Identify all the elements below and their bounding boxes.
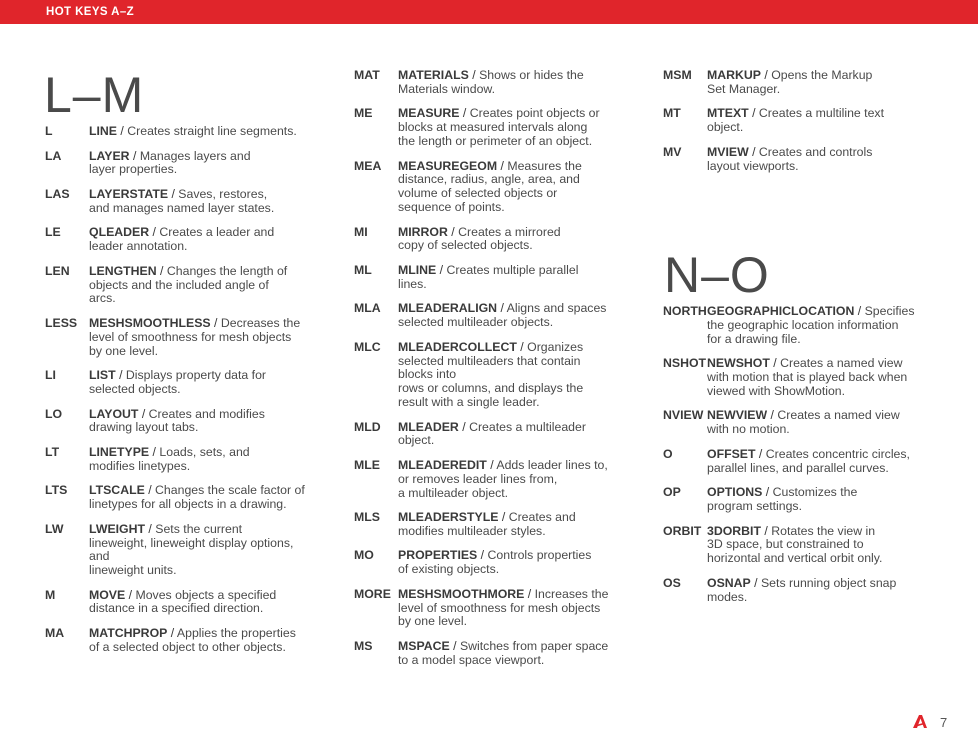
command-description: Creates and modifies multileader styles. [398, 510, 576, 538]
command-description: Creates a named view with motion that is played back when viewed with ShowMotion. [707, 356, 908, 398]
hotkey-description-block [707, 486, 943, 514]
command-name: MLINE [398, 262, 437, 277]
separator: / [760, 68, 772, 82]
hotkey-abbreviation: MV [663, 144, 682, 159]
separator: / [167, 626, 177, 641]
command-name: LENGTHEN [89, 263, 157, 278]
command-description: Creates a multiline text object. [707, 106, 884, 135]
separator: / [762, 485, 773, 500]
command-description: Shows or hides the Materials window. [398, 68, 584, 96]
separator: / [117, 124, 128, 138]
hotkey-abbreviation: NVIEW [663, 408, 704, 423]
command-name: MEASURE [398, 106, 460, 121]
separator: / [477, 548, 488, 563]
command-name: 3DORBIT [707, 523, 761, 538]
command-name: LINE [89, 124, 118, 138]
hotkey-entry [354, 511, 634, 539]
hotkey-entry [354, 421, 634, 449]
hotkey-description-block [89, 408, 325, 436]
command-description: Moves objects a specified distance in a specified direction. [89, 587, 277, 616]
hotkey-description-block [89, 226, 325, 254]
hotkey-entry [663, 448, 943, 476]
command-description: Aligns and spaces selected multileader objects. [398, 301, 607, 330]
separator: / [486, 457, 497, 472]
hotkey-abbreviation: MT [663, 106, 681, 121]
hotkey-entry [663, 146, 943, 174]
hotkey-entry [354, 69, 634, 97]
separator: / [769, 356, 781, 371]
hotkey-description-block [89, 125, 325, 139]
hotkey-abbreviation: MLS [354, 510, 380, 525]
hotkey-abbreviation: LT [45, 444, 60, 459]
hotkey-entry [45, 188, 325, 216]
command-description: Applies the properties of a selected object to other objects. [89, 626, 296, 654]
hotkey-abbreviation: MS [354, 639, 373, 654]
hotkey-description-block [398, 69, 634, 97]
separator: / [748, 144, 759, 159]
hotkey-description-block [398, 421, 634, 449]
command-name: LIST [89, 368, 116, 383]
separator: / [125, 587, 136, 602]
command-description: Creates point objects or blocks at measured intervals along the length or perimeter of an object. [398, 106, 600, 148]
hotkey-entry [45, 265, 325, 306]
command-name: MESHSMOOTHLESS [89, 315, 211, 330]
hotkey-abbreviation: MLA [354, 301, 381, 316]
hotkey-abbreviation: L [45, 124, 53, 138]
hotkey-entry [663, 486, 943, 514]
hotkey-description-block [398, 459, 634, 500]
hotkey-abbreviation: ME [354, 106, 373, 121]
hotkey-description-block [707, 305, 943, 346]
separator: / [149, 225, 160, 240]
hotkey-description-block [398, 640, 634, 668]
hotkey-description-block [398, 511, 634, 539]
command-description: Creates multiple parallel lines. [398, 262, 579, 291]
hotkey-description-block [398, 107, 634, 148]
command-name: MLEADERSTYLE [398, 510, 499, 525]
command-name: MESHSMOOTHMORE [398, 586, 525, 601]
hotkey-entry [354, 459, 634, 500]
hotkey-entry [354, 160, 634, 215]
hotkey-description-block [89, 369, 325, 397]
hotkey-description-block [89, 484, 325, 512]
command-description: Creates straight line segments. [127, 124, 297, 138]
hotkey-abbreviation: LE [45, 225, 61, 240]
hotkey-description-block [707, 525, 943, 566]
hotkey-description-block [398, 549, 634, 577]
separator: / [498, 510, 509, 525]
hotkey-abbreviation: ORBIT [663, 523, 702, 538]
hotkey-abbreviation: MAT [354, 68, 380, 82]
separator: / [760, 523, 772, 538]
hotkey-description-block [707, 409, 943, 437]
hotkey-entry [354, 107, 634, 148]
command-description: Manages layers and layer properties. [89, 148, 251, 177]
hotkey-description-block [707, 577, 943, 605]
separator: / [755, 446, 766, 461]
separator: / [516, 339, 528, 354]
hotkey-abbreviation: MLC [354, 339, 381, 354]
section-title-n-o: N–O [664, 247, 770, 303]
command-description: Increases the level of smoothness for mesh objects by one level. [398, 586, 609, 629]
hotkey-description-block [398, 226, 634, 254]
separator: / [458, 419, 470, 434]
hotkey-description-block [398, 302, 634, 330]
hotkey-description-block [89, 627, 325, 655]
separator: / [524, 586, 535, 601]
hotkey-entry [45, 484, 325, 512]
command-name: LWEIGHT [89, 521, 146, 536]
hotkey-abbreviation: LEN [45, 263, 70, 278]
hotkey-abbreviation: LI [45, 368, 56, 383]
command-name: MOVE [89, 587, 126, 602]
hotkey-entry [354, 264, 634, 292]
hotkey-entry [45, 369, 325, 397]
separator: / [115, 368, 126, 383]
command-description: Decreases the level of smoothness for mesh objects by one level. [89, 315, 301, 358]
hotkey-description-block [89, 150, 325, 178]
command-name: MLEADER [398, 419, 459, 434]
section-title-l-m: L–M [44, 67, 145, 123]
hotkey-entry [354, 341, 634, 410]
separator: / [854, 304, 865, 318]
hotkey-abbreviation: MORE [354, 586, 391, 601]
command-name: MATCHPROP [89, 626, 168, 641]
hotkey-entry [45, 226, 325, 254]
command-name: MLEADERCOLLECT [398, 339, 517, 354]
hotkey-entry [45, 317, 325, 358]
command-description: Opens the Markup Set Manager. [707, 68, 873, 96]
hotkey-abbreviation: M [45, 587, 56, 602]
hotkey-entry [354, 549, 634, 577]
hotkey-description-block [89, 589, 325, 617]
header-bar [0, 0, 978, 24]
hotkey-description-block [707, 69, 943, 97]
separator: / [168, 186, 179, 201]
command-description: Creates a multileader object. [398, 419, 586, 448]
hotkey-description-block [89, 446, 325, 474]
separator: / [459, 106, 470, 121]
hotkey-abbreviation: O [663, 446, 673, 461]
hotkey-entry [663, 357, 943, 398]
command-description: Controls properties of existing objects. [398, 548, 592, 577]
separator: / [750, 575, 761, 590]
command-name: MLEADERALIGN [398, 301, 498, 316]
hotkey-description-block [707, 107, 943, 135]
command-description: Creates a leader and leader annotation. [89, 225, 275, 254]
separator: / [468, 68, 480, 82]
header-title: HOT KEYS A–Z [46, 6, 135, 18]
command-description: Changes the scale factor of linetypes for all objects in a drawing. [89, 483, 305, 512]
separator: / [156, 263, 167, 278]
hotkey-entry [663, 525, 943, 566]
command-description: Creates a named view with no motion. [707, 408, 900, 437]
command-name: NEWVIEW [707, 408, 768, 423]
command-description: Adds leader lines to, or removes leader lines from, a multileader object. [398, 457, 608, 500]
command-description: Loads, sets, and modifies linetypes. [89, 444, 250, 473]
hotkey-entry [354, 640, 634, 668]
separator: / [497, 158, 508, 173]
command-name: OSNAP [707, 575, 751, 590]
separator: / [129, 148, 140, 163]
command-name: LAYOUT [89, 406, 139, 421]
hotkey-entry [45, 150, 325, 178]
separator: / [436, 262, 447, 277]
column-3-bottom-list [663, 305, 943, 615]
separator: / [497, 301, 507, 316]
command-name: PROPERTIES [398, 548, 478, 563]
autodesk-a-logo-icon [912, 714, 928, 729]
separator: / [210, 315, 221, 330]
hotkey-entry [354, 302, 634, 330]
hotkey-abbreviation: MEA [354, 158, 382, 173]
command-description: Specifies the geographic location information for a drawing file. [707, 304, 915, 346]
separator: / [145, 521, 156, 536]
command-description: Sets the current lineweight, lineweight display options, and lineweight units. [89, 521, 294, 578]
hotkey-abbreviation: OS [663, 575, 681, 590]
hotkey-description-block [89, 523, 325, 578]
command-name: MTEXT [707, 106, 749, 121]
command-description: Changes the length of objects and the included angle of arcs. [89, 263, 288, 306]
command-name: GEOGRAPHICLOCATION [707, 304, 855, 318]
hotkey-entry [663, 409, 943, 437]
command-name: LAYER [89, 148, 130, 163]
command-name: MLEADEREDIT [398, 457, 487, 472]
separator: / [144, 483, 156, 498]
hotkey-abbreviation: LA [45, 148, 62, 163]
hotkey-abbreviation: LESS [45, 315, 78, 330]
hotkey-abbreviation: MLD [354, 419, 381, 434]
hotkey-abbreviation: OP [663, 485, 681, 500]
hotkey-abbreviation: MI [354, 224, 368, 239]
column-3-top-list [663, 69, 943, 184]
command-description: Creates and modifies drawing layout tabs. [89, 406, 265, 435]
command-description: Customizes the program settings. [707, 485, 858, 513]
page-number: 7 [940, 715, 948, 730]
hotkey-entry [45, 627, 325, 655]
column-1-list [45, 125, 325, 665]
hotkey-entry [45, 523, 325, 578]
command-name: MIRROR [398, 224, 448, 239]
command-name: OFFSET [707, 446, 756, 461]
hotkey-entry [354, 226, 634, 254]
hotkey-abbreviation: LO [45, 406, 63, 421]
command-name: LAYERSTATE [89, 186, 169, 201]
hotkey-description-block [398, 588, 634, 629]
hotkey-abbreviation: NSHOT [663, 356, 707, 371]
command-name: MVIEW [707, 144, 749, 159]
command-description: Creates concentric circles, parallel lines, and parallel curves. [707, 446, 910, 475]
hotkey-abbreviation: LW [45, 521, 64, 536]
hotkey-abbreviation: NORTH [663, 304, 707, 318]
command-description: Creates a mirrored copy of selected objects. [398, 224, 561, 253]
command-name: NEWSHOT [707, 356, 770, 371]
separator: / [149, 444, 160, 459]
command-description: Sets running object snap modes. [707, 575, 897, 604]
separator: / [138, 406, 149, 421]
hotkey-abbreviation: MA [45, 626, 65, 641]
command-name: LTSCALE [89, 483, 145, 498]
command-name: QLEADER [89, 225, 150, 240]
command-description: Creates and controls layout viewports. [707, 144, 873, 173]
hotkey-abbreviation: MSM [663, 68, 692, 82]
column-2-list [354, 69, 634, 678]
hotkey-entry [663, 577, 943, 605]
hotkey-entry [45, 125, 325, 139]
hotkey-entry [45, 408, 325, 436]
hotkey-abbreviation: ML [354, 262, 372, 277]
separator: / [447, 224, 459, 239]
separator: / [767, 408, 778, 423]
command-description: Saves, restores, and manages named layer states. [89, 186, 275, 215]
separator: / [449, 639, 460, 654]
hotkey-abbreviation: MLE [354, 457, 380, 472]
command-description: Measures the distance, radius, angle, area, and volume of selected objects or sequence of points. [398, 158, 582, 214]
command-name: OPTIONS [707, 485, 763, 500]
hotkey-entry [663, 305, 943, 346]
hotkey-abbreviation: MO [354, 548, 374, 563]
hotkey-description-block [707, 357, 943, 398]
hotkey-description-block [707, 448, 943, 476]
hotkey-entry [45, 446, 325, 474]
hotkey-description-block [89, 265, 325, 306]
hotkey-description-block [398, 264, 634, 292]
separator: / [748, 106, 759, 121]
command-description: Organizes selected multileaders that contain blocks into rows or columns, and displays the result with a single leader. [398, 339, 584, 409]
command-description: Switches from paper space to a model space viewport. [398, 639, 609, 667]
command-name: LINETYPE [89, 444, 150, 459]
command-name: MARKUP [707, 68, 761, 82]
hotkey-entry [45, 589, 325, 617]
hotkey-abbreviation: LTS [45, 483, 68, 498]
hotkey-description-block [89, 317, 325, 358]
command-name: MATERIALS [398, 68, 469, 82]
hotkey-description-block [89, 188, 325, 216]
hotkey-description-block [398, 341, 634, 410]
hotkey-entry [663, 69, 943, 97]
hotkey-entry [663, 107, 943, 135]
hotkey-description-block [398, 160, 634, 215]
hotkey-abbreviation: LAS [45, 186, 70, 201]
command-name: MEASUREGEOM [398, 158, 498, 173]
command-description: Displays property data for selected objects. [89, 368, 267, 396]
command-description: Rotates the view in 3D space, but constrained to horizontal and vertical orbit only. [707, 523, 883, 566]
hotkey-description-block [707, 146, 943, 174]
hotkey-entry [354, 588, 634, 629]
command-name: MSPACE [398, 639, 450, 654]
